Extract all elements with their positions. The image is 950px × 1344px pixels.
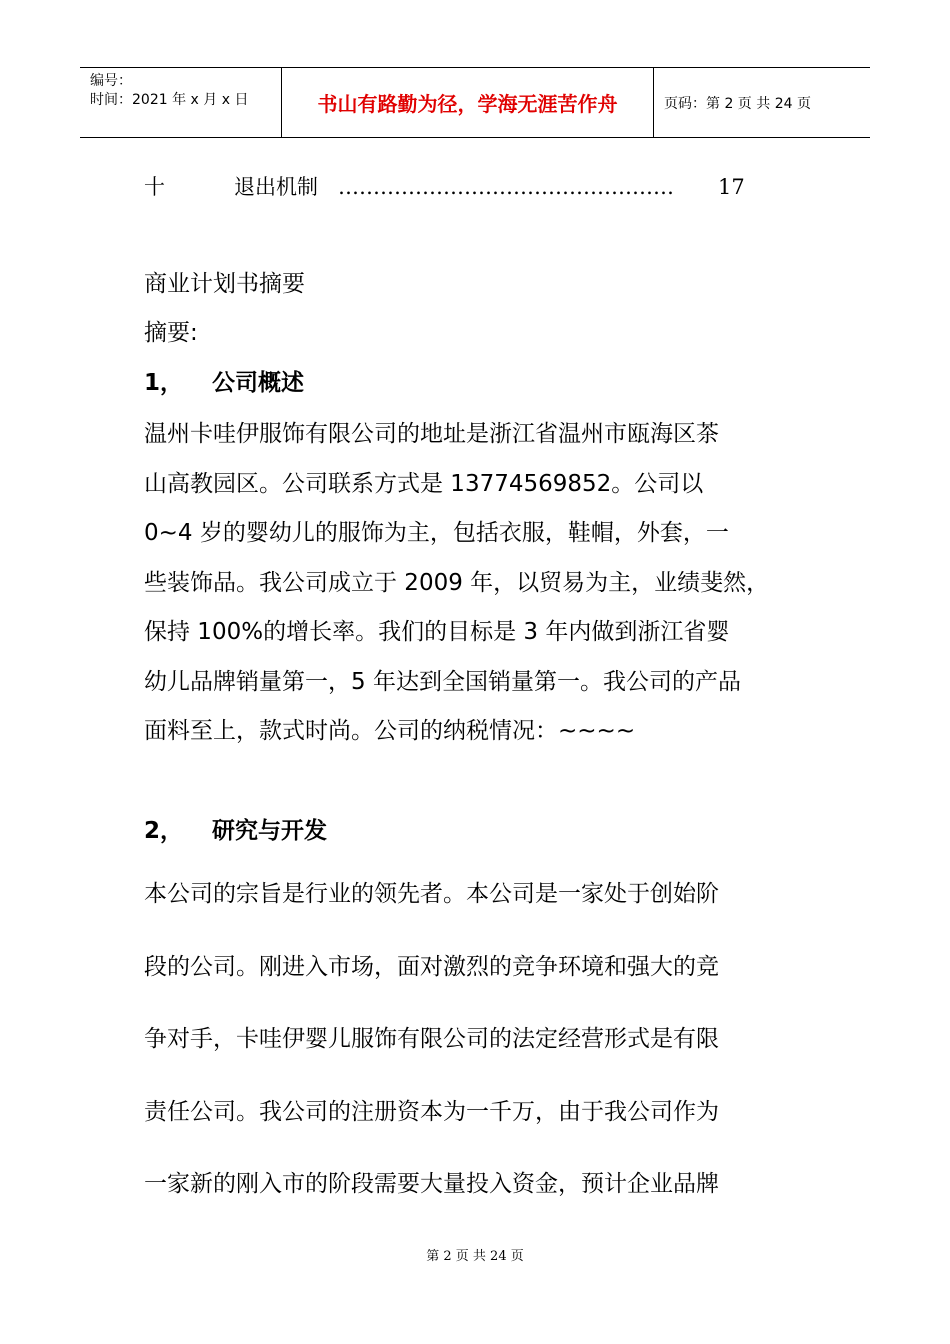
toc-number: 十 (144, 175, 165, 199)
section2-title: 研究与开发 (212, 818, 327, 844)
section1-line: 面料至上，款式时尚。公司的纳税情况：~~~~ (144, 718, 636, 744)
toc-leader-dots: ………………………………………… (338, 175, 674, 199)
section2-heading (144, 813, 327, 849)
section2-line: 争对手，卡哇伊婴儿服饰有限公司的法定经营形式是有限 (144, 1026, 719, 1053)
section1-line: 山高教园区。公司联系方式是 13774569852。公司以 (144, 470, 704, 497)
toc-page-number: 17 (718, 175, 745, 199)
header-motto: 书山有路勤为径，学海无涯苦作舟 (282, 68, 654, 137)
section2-line: 责任公司。我公司的注册资本为一千万，由于我公司作为 (144, 1098, 719, 1125)
section2-body (144, 858, 824, 1221)
section1-line: 温州卡哇伊服饰有限公司的地址是浙江省温州市瓯海区茶 (144, 421, 719, 447)
toc-entry (144, 172, 764, 202)
section1-number: 1， (144, 370, 184, 396)
section2-line: 段的公司。刚进入市场，面对激烈的竞争环境和强大的竞 (144, 953, 719, 980)
number-label: 编号： (90, 73, 132, 89)
section1-line: 0~4 岁的婴幼儿的服饰为主，包括衣服，鞋帽，外套，一 (144, 520, 729, 546)
section2-line: 一家新的刚入市的阶段需要大量投入资金，预计企业品牌 (144, 1171, 719, 1198)
page-footer: 第 2 页 共 24 页 (426, 1249, 524, 1264)
summary-title: 商业计划书摘要 (144, 271, 305, 297)
section2-line: 本公司的宗旨是行业的领先者。本公司是一家处于创始阶 (144, 881, 719, 907)
section1-line: 保持 100%的增长率。我们的目标是 3 年内做到浙江省婴 (144, 619, 730, 645)
section1-line: 些装饰品。我公司成立于 2009 年，以贸易为主，业绩斐然， (144, 569, 770, 596)
header-page-label: 页码：第 2 页 共 24 页 (664, 95, 811, 112)
toc-title: 退出机制 (234, 175, 318, 199)
section1-line: 幼儿品牌销量第一，5 年达到全国销量第一。我公司的产品 (144, 668, 741, 695)
section1-body (144, 410, 824, 757)
abstract-label: 摘要: (144, 320, 198, 346)
date-label: 时间：2021 年 x 月 x 日 (90, 92, 249, 108)
section1-heading (144, 365, 304, 401)
header-table (80, 67, 870, 138)
section1-title: 公司概述 (212, 370, 304, 396)
section2-number: 2， (144, 818, 184, 844)
header-info-cell (80, 68, 282, 137)
